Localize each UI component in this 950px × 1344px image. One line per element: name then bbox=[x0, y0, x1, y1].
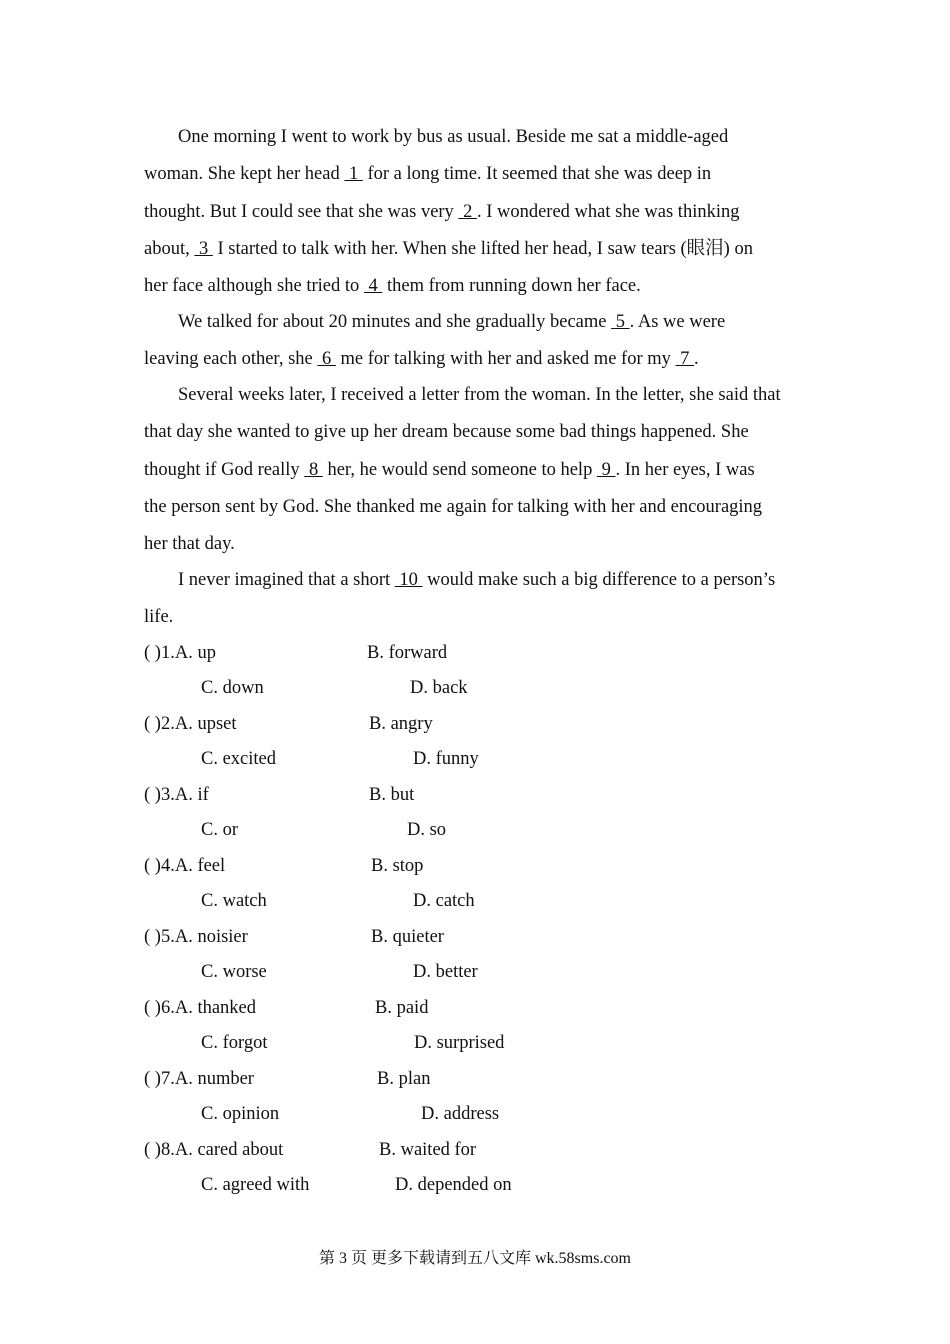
option-d[interactable]: D. better bbox=[413, 962, 478, 982]
option-c[interactable]: C. opinion bbox=[201, 1104, 280, 1124]
option-b[interactable]: B. paid bbox=[375, 998, 429, 1018]
passage-line: that day she wanted to give up her dream because some bad things happened. She bbox=[144, 422, 749, 442]
option-b[interactable]: B. forward bbox=[367, 643, 448, 663]
option-b[interactable]: B. stop bbox=[371, 856, 424, 876]
passage-line: about, 3 I started to talk with her. When she lifted her head, I saw tears (眼泪) on bbox=[144, 239, 753, 259]
option-c[interactable]: C. forgot bbox=[201, 1033, 268, 1053]
passage-line: We talked for about 20 minutes and she gradually became 5 . As we were bbox=[178, 312, 726, 332]
option-d[interactable]: D. so bbox=[407, 820, 447, 840]
blank-10: 10 bbox=[394, 570, 423, 590]
blank-9: 9 bbox=[596, 460, 616, 480]
blank-3: 3 bbox=[194, 239, 213, 259]
option-b[interactable]: B. waited for bbox=[379, 1140, 477, 1160]
passage-line: thought. But I could see that she was very 2 . I wondered what she was thinking bbox=[144, 202, 740, 222]
option-d[interactable]: D. surprised bbox=[414, 1033, 505, 1053]
option-d[interactable]: D. back bbox=[410, 678, 468, 698]
passage-line: woman. She kept her head 1 for a long time. It seemed that she was deep in bbox=[144, 164, 712, 184]
blank-6: 6 bbox=[317, 349, 336, 369]
option-b[interactable]: B. plan bbox=[377, 1069, 431, 1089]
passage-line: leaving each other, she 6 me for talking with her and asked me for my 7 . bbox=[144, 349, 699, 369]
option-b[interactable]: B. quieter bbox=[371, 927, 444, 947]
option-d[interactable]: D. funny bbox=[413, 749, 479, 769]
option-c[interactable]: C. or bbox=[201, 820, 238, 840]
blank-1: 1 bbox=[344, 164, 363, 184]
passage-line: her that day. bbox=[144, 534, 235, 554]
option-d[interactable]: D. address bbox=[421, 1104, 500, 1124]
option-c[interactable]: C. excited bbox=[201, 749, 277, 769]
page-footer: 第 3 页 更多下载请到五八文库 wk.58sms.com bbox=[318, 1250, 631, 1267]
option-b[interactable]: B. angry bbox=[369, 714, 433, 734]
blank-5: 5 bbox=[611, 312, 630, 332]
option-c[interactable]: C. agreed with bbox=[201, 1175, 310, 1195]
option-c[interactable]: C. worse bbox=[201, 962, 267, 982]
option-c[interactable]: C. down bbox=[201, 678, 264, 698]
document-page: One morning I went to work by bus as usual. Beside me sat a middle-aged woman. She kept her head 1 for a long time. It seemed that she was deep in thought. But I could see that she was very 2 . I wondered what she was thinking about, 3 I started to talk with her. When she lifted her head, I saw tears (眼泪) on her face although she tried to 4 them from running down her face. We talked for about 20 minutes and she gradually became 5 . As we were leaving each other, she 6 me for talking with her and asked me for my 7 . Several weeks later, I received a letter from the woman. In the letter, she said that that day she wanted to give up her dream because some bad things happened. She thought if God really 8 her, he would send someone to help 9 . In her eyes, I was the person sent by God. She thanked me again for talking with her and encouraging her that day. I never imagined that a short 10 would make such a big difference to a person’s life. ( )1.A. up B. forward C. down D. back ( )2.A. upset B. angry C. excited D. funny ( )3.A. if B. but C. or D. so ( )4.A. feel B. stop C. watch D. catch ( )5.A. noisier B. quieter C. worse D. better ( )6.A. thanked B. paid C. forgot D. surprised ( )7.A. number B. plan C. opinion D. address ( )8.A. cared about B. waited for C. agreed with D. depended on 第 3 页 更多下载请到五八文库 wk.58sms.com bbox=[0, 0, 950, 1344]
blank-4: 4 bbox=[363, 276, 383, 296]
blank-7: 7 bbox=[675, 349, 694, 369]
passage-line: I never imagined that a short 10 would make such a big difference to a person’s bbox=[178, 570, 776, 590]
blank-2: 2 bbox=[458, 202, 477, 222]
option-d[interactable]: D. catch bbox=[413, 891, 475, 911]
passage-line: life. bbox=[144, 607, 174, 627]
passage-line: thought if God really 8 her, he would send someone to help 9 . In her eyes, I was bbox=[144, 460, 755, 480]
passage-line: her face although she tried to 4 them from running down her face. bbox=[144, 276, 641, 296]
option-c[interactable]: C. watch bbox=[201, 891, 267, 911]
passage-line: the person sent by God. She thanked me again for talking with her and encouraging bbox=[144, 497, 763, 517]
option-d[interactable]: D. depended on bbox=[395, 1175, 512, 1195]
passage-line: One morning I went to work by bus as usual. Beside me sat a middle-aged bbox=[178, 127, 729, 147]
blank-8: 8 bbox=[304, 460, 323, 480]
option-b[interactable]: B. but bbox=[369, 785, 415, 805]
passage-line: Several weeks later, I received a letter from the woman. In the letter, she said that bbox=[178, 385, 781, 405]
